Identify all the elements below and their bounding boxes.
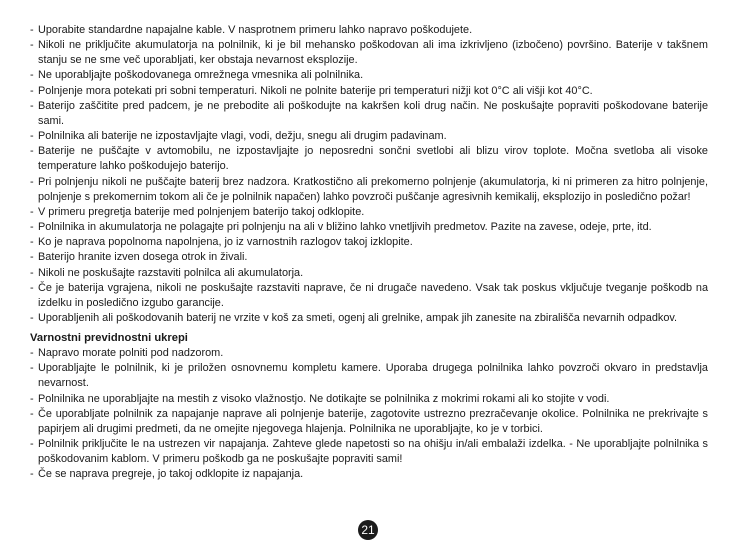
list-item: - Nikoli ne priključite akumulatorja na polnilnik, ki je bil mehansko poškodovan ali ima izkrivljeno (izbočeno) površino. Baterije v takšnem stanju se ne sme več uporabljati, ker obstaja nevarnost eksplozije. <box>30 38 708 68</box>
list-item: - V primeru pregretja baterije med polnjenjem baterijo takoj odklopite. <box>30 205 708 220</box>
list-item: - Baterije ne puščajte v avtomobilu, ne izpostavljajte jo neposredni sončni svetlobi ali blizu virov toplote. Močna svetloba ali visoke temperature lahko poškodujejo baterijo. <box>30 144 708 174</box>
list-item: - Polnjenje mora potekati pri sobni temperaturi. Nikoli ne polnite baterije pri temperaturi nižji kot 0°C ali višji kot 40°C. <box>30 84 708 99</box>
list-item: - Če se naprava pregreje, jo takoj odklopite iz napajanja. <box>30 467 708 482</box>
list-item: - Baterijo hranite izven dosega otrok in živali. <box>30 250 708 265</box>
list-item: - Uporabite standardne napajalne kable. V nasprotnem primeru lahko napravo poškodujete. <box>30 23 708 38</box>
list-item: - Ko je naprava popolnoma napolnjena, jo iz varnostnih razlogov takoj izklopite. <box>30 235 708 250</box>
precautions-list <box>30 346 708 482</box>
list-item: - Uporabljajte le polnilnik, ki je priložen osnovnemu kompletu kamere. Uporaba drugega polnilnika lahko povzroči okvaro in predstavlja nevarnost. <box>30 361 708 391</box>
list-item: - Nikoli ne poskušajte razstaviti polnilca ali akumulatorja. <box>30 266 708 281</box>
list-item: - Ne uporabljajte poškodovanega omrežnega vmesnika ali polnilnika. <box>30 68 708 83</box>
list-item: - Če uporabljate polnilnik za napajanje naprave ali polnjenje baterije, zagotovite ustrezno prezračevanje okolice. Polnilnika ne prekrivajte s papirjem ali drugimi predmeti, da ne omejite njegovega hlajenja. Polnilnika ne uporabljajte, ko je v torbici. <box>30 407 708 437</box>
list-item: - Napravo morate polniti pod nadzorom. <box>30 346 708 361</box>
list-item: - Pri polnjenju nikoli ne puščajte baterij brez nadzora. Kratkostično ali prekomerno polnjenje (akumulatorja, ki ni primeren za hitro polnjenje, polnjenje s prekomernim tokom ali če je polnilnik napačen) lahko povzroči puščanje agresivnih kemikalij, eksplozijo in posledično požar! <box>30 175 708 205</box>
list-item: - Polnilnik priključite le na ustrezen vir napajanja. Zahteve glede napetosti so na ohišju in/ali embalaži izdelka. - Ne uporabljajte polnilnika s poškodovanim kablom. V primeru poškodb ga ne poskušajte popraviti sami! <box>30 437 708 467</box>
warnings-list <box>30 23 708 326</box>
list-item: - Baterijo zaščitite pred padcem, je ne prebodite ali poškodujte na kakršen koli drug način. Ne poskušajte popraviti poškodovane baterije sami. <box>30 99 708 129</box>
list-item: - Uporabljenih ali poškodovanih baterij ne vrzite v koš za smeti, ogenj ali grelnike, ampak jih zanesite na zbirališča nevarnih odpadkov. <box>30 311 708 326</box>
list-item: - Polnilnika ali baterije ne izpostavljajte vlagi, vodi, dežju, snegu ali drugim padavinam. <box>30 129 708 144</box>
list-item: - Polnilnika in akumulatorja ne polagajte pri polnjenju na ali v bližino lahko vnetljivih predmetov. Pazite na zavese, odeje, prte, itd. <box>30 220 708 235</box>
list-item: - Če je baterija vgrajena, nikoli ne poskušajte razstaviti naprave, če ni drugače navedeno. Vsak tak poskus vključuje tveganje poškodb na izdelku in posledično izgubo garancije. <box>30 281 708 311</box>
list-item: - Polnilnika ne uporabljajte na mestih z visoko vlažnostjo. Ne dotikajte se polnilnika z mokrimi rokami ali ko stojite v vodi. <box>30 392 708 407</box>
document-page <box>30 23 708 483</box>
section-heading: Varnostni previdnostni ukrepi <box>30 332 188 345</box>
page-number-badge: 21 <box>358 520 378 540</box>
